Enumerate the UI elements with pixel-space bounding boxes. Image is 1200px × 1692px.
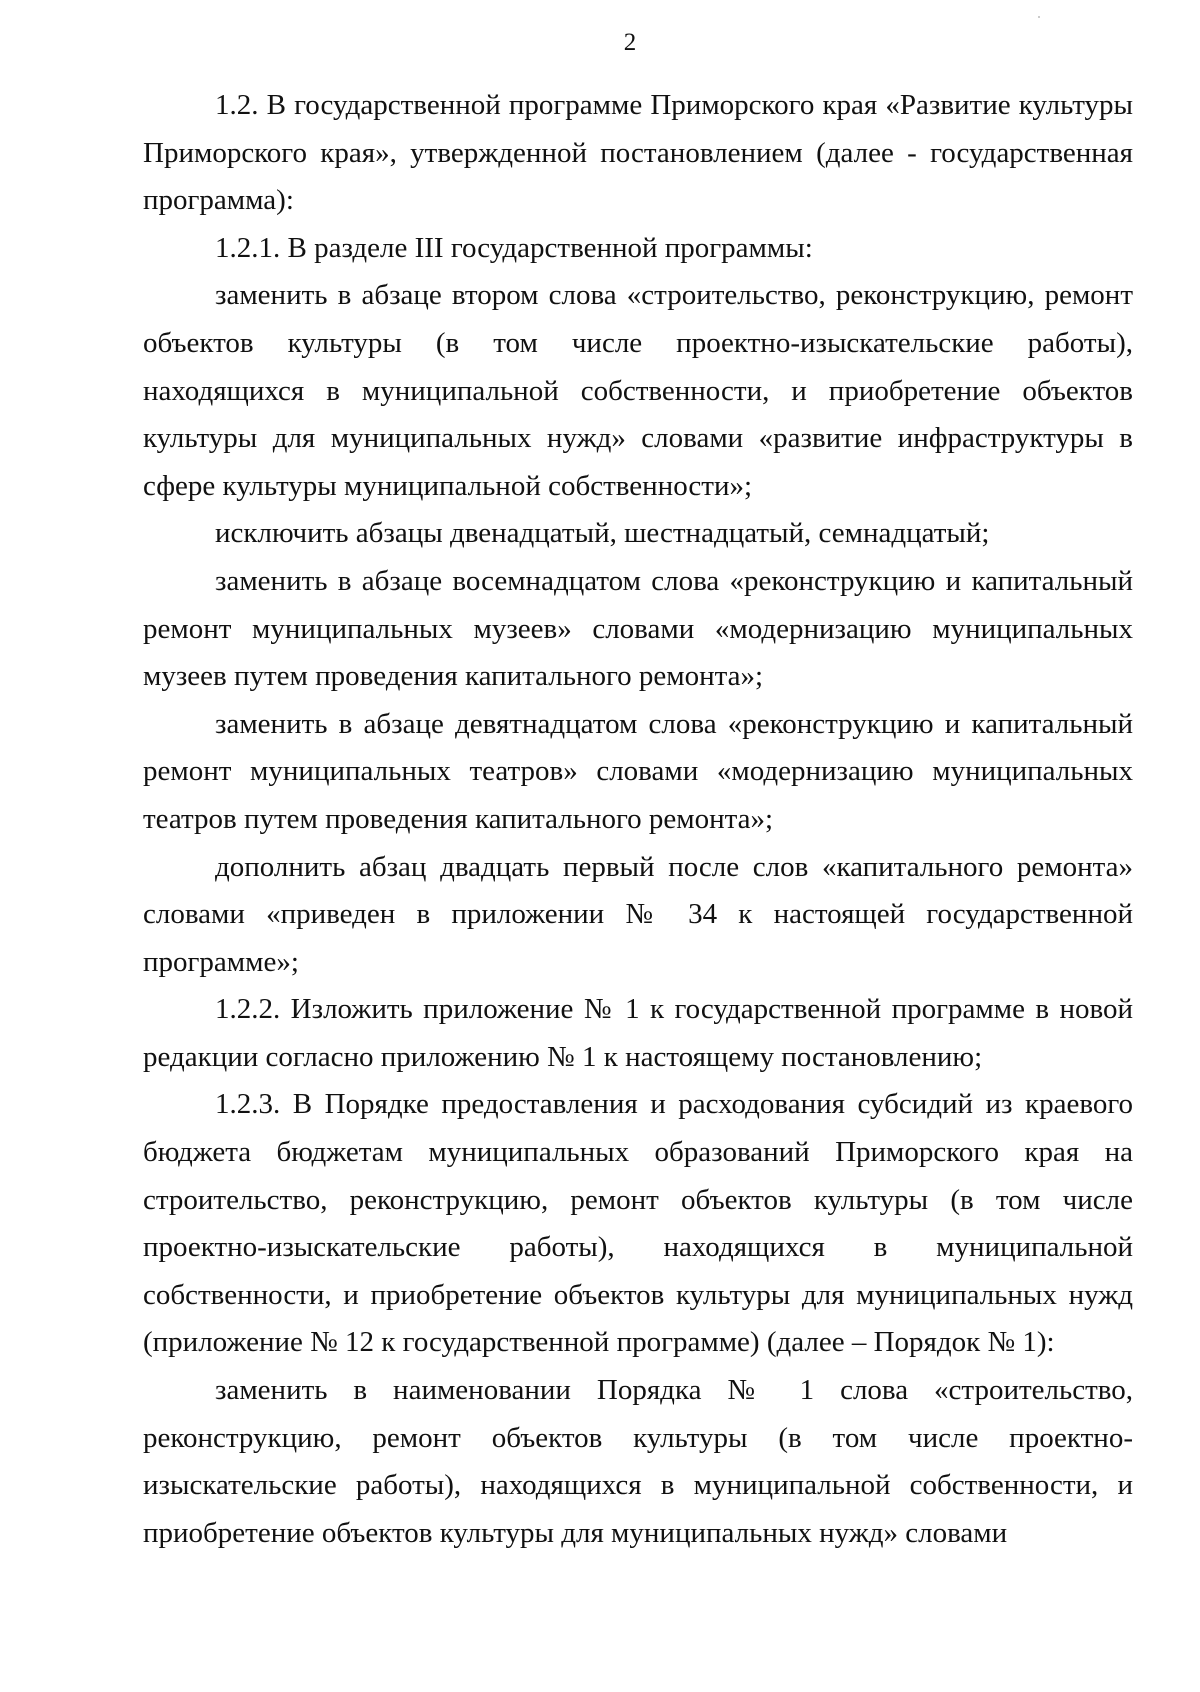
paragraph-replace-nineteenth: заменить в абзаце девятнадцатом слова «реконструкцию и капитальный ремонт муниципальных театров» словами «модернизацию муниципальных театров путем проведения капитального ремонта»; [143,707,1133,835]
paragraph-1-2-1: 1.2.1. В разделе III государственной программы: [215,231,813,264]
paragraph-replace-second: заменить в абзаце втором слова «строительство, реконструкцию, ремонт объектов культуры (в том числе проектно-изыскательские работы), находящихся в муниципальной собственности, и приобретение объектов культуры для муниципальных нужд» словами «развитие инфраструктуры в сфере культуры муниципальной собственности»; [143,279,1133,502]
paragraph-supplement: дополнить абзац двадцать первый после слов «капитального ремонта» словами «приведен в приложении № 34 к настоящей государственной программе»; [143,850,1133,978]
paragraph-1-2: 1.2. В государственной программе Приморского края «Развитие культуры Приморского края», утвержденной постановлением (далее - государственная программа): [143,89,1133,217]
scan-speck [1038,16,1040,18]
paragraph-replace-title: заменить в наименовании Порядка № 1 слова «строительство, реконструкцию, ремонт объектов культуры (в том числе проектно-изыскательские работы), находящихся в муниципальной собственности, и приобретение объектов культуры для муниципальных нужд» словами [143,1374,1133,1549]
page-number: 2 [623,29,637,56]
paragraph-exclude: исключить абзацы двенадцатый, шестнадцатый, семнадцатый; [215,517,990,550]
paragraph-1-2-3: 1.2.3. В Порядке предоставления и расходования субсидий из краевого бюджета бюджетам муниципальных образований Приморского края на строительство, реконструкцию, ремонт объектов культуры (в том числе проектно-изыскательские работы), находящихся в муниципальной собственности, и приобретение объектов культуры для муниципальных нужд (приложение № 12 к государственной программе) (далее – Порядок № 1): [143,1088,1133,1359]
paragraph-1-2-2: 1.2.2. Изложить приложение № 1 к государственной программе в новой редакции согласно приложению № 1 к настоящему постановлению; [143,993,1133,1073]
document-body [143,82,1133,1557]
paragraph-replace-eighteenth: заменить в абзаце восемнадцатом слова «реконструкцию и капитальный ремонт муниципальных музеев» словами «модернизацию муниципальных музеев путем проведения капитального ремонта»; [143,564,1133,693]
